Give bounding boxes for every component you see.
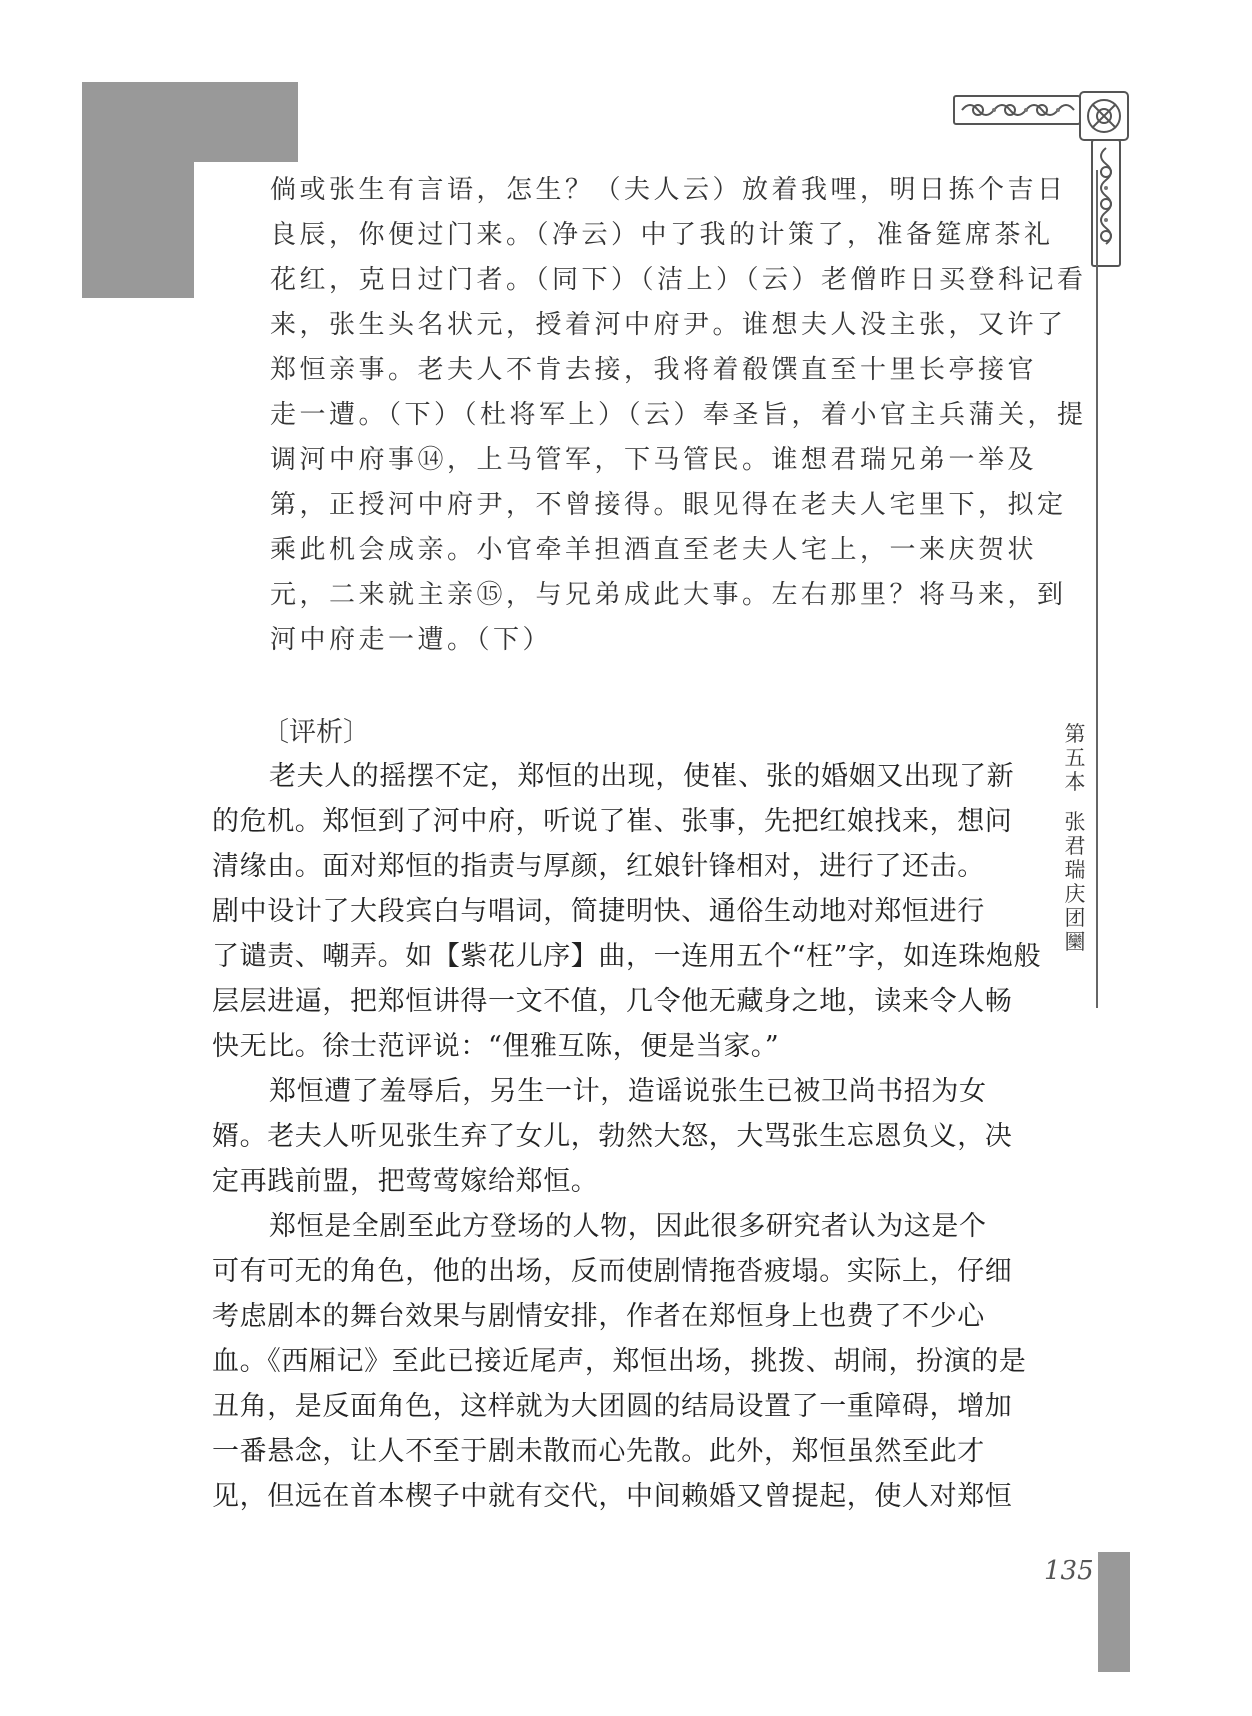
side-title-char: 圞 (1064, 930, 1086, 954)
verse-line: 乘此机会成亲。小官牵羊担酒直至老夫人宅上，一来庆贺状 (270, 535, 1038, 565)
verse-line: 调河中府事⑭，上马管军，下马管民。谁想君瑞兄弟一举及 (270, 445, 1038, 475)
vertical-rule-upper (1096, 170, 1098, 268)
verse-line: 倘或张生有言语，怎生？（夫人云）放着我哩，明日拣个吉日 (270, 175, 1067, 205)
verse-line: 花红，克日过门者。（同下）（洁上）（云）老僧昨日买登科记看 (270, 265, 1087, 295)
commentary-line: 郑恒是全剧至此方登场的人物，因此很多研究者认为这是个 (269, 1211, 987, 1242)
commentary-line: 层层进逼，把郑恒讲得一文不值，几令他无藏身之地，读来令人畅 (212, 986, 1013, 1017)
decorative-gray-block-top (82, 82, 298, 162)
side-title-char: 五 (1064, 746, 1086, 770)
decorative-gray-block-left (82, 162, 194, 298)
vertical-rule (1096, 268, 1098, 1008)
verse-line: 元，二来就主亲⑮，与兄弟成此大事。左右那里？将马来，到 (270, 580, 1067, 610)
commentary-line: 血。《西厢记》至此已接近尾声，郑恒出场，挑拨、胡闹，扮演的是 (212, 1346, 1027, 1377)
side-title-char: 本 (1064, 770, 1086, 794)
side-title-char: 瑞 (1064, 858, 1086, 882)
commentary-block (212, 754, 1042, 1519)
verse-line: 河中府走一遭。（下） (270, 625, 553, 655)
commentary-line: 的危机。郑恒到了河中府，听说了崔、张事，先把红娘找来，想问 (212, 806, 1013, 837)
verse-line: 走一遭。（下）（杜将军上）（云）奉圣旨，着小官主兵蒲关，提 (270, 400, 1087, 430)
side-title-char: 张 (1064, 810, 1086, 834)
commentary-line: 郑恒遭了羞辱后，另生一计，造谣说张生已被卫尚书招为女 (269, 1076, 987, 1107)
side-title-part (1065, 722, 1086, 794)
commentary-line: 剧中设计了大段宾白与唱词，简捷明快、通俗生动地对郑恒进行 (212, 896, 985, 927)
commentary-line: 定再践前盟，把莺莺嫁给郑恒。 (212, 1166, 599, 1197)
commentary-line: 可有可无的角色，他的出场，反而使剧情拖沓疲塌。实际上，仔细 (212, 1256, 1013, 1287)
page-number: 135 (1044, 1556, 1094, 1586)
side-title-char: 君 (1064, 834, 1086, 858)
commentary-line: 了谴责、嘲弄。如【紫花儿序】曲，一连用五个“枉”字，如连珠炮般 (212, 941, 1042, 972)
verse-line: 第，正授河中府尹，不曾接得。眼见得在老夫人宅里下，拟定 (270, 490, 1067, 520)
side-title-char: 团 (1064, 906, 1086, 930)
commentary-line: 见，但远在首本楔子中就有交代，中间赖婚又曾提起，使人对郑恒 (212, 1481, 1013, 1512)
side-title-char: 庆 (1064, 882, 1086, 906)
side-title-char: 第 (1064, 722, 1086, 746)
verse-block (270, 168, 1087, 663)
verse-line: 来，张生头名状元，授着河中府尹。谁想夫人没主张，又许了 (270, 310, 1067, 340)
side-title-chapter (1065, 810, 1086, 954)
commentary-line: 一番悬念，让人不至于剧未散而心先散。此外，郑恒虽然至此才 (212, 1436, 985, 1467)
verse-line: 郑恒亲事。老夫人不肯去接，我将着殽馔直至十里长亭接官 (270, 355, 1038, 385)
commentary-line: 清缘由。面对郑恒的指责与厚颜，红娘针锋相对，进行了还击。 (212, 851, 985, 882)
commentary-heading: 〔评析〕 (262, 717, 370, 748)
commentary-line: 老夫人的摇摆不定，郑恒的出现，使崔、张的婚姻又出现了新 (269, 761, 1015, 792)
side-chapter-title (1060, 722, 1090, 954)
decorative-gray-block-bottom (1098, 1552, 1130, 1672)
commentary-line: 考虑剧本的舞台效果与剧情安排，作者在郑恒身上也费了不少心 (212, 1301, 985, 1332)
verse-line: 良辰，你便过门来。（净云）中了我的计策了，准备筵席茶礼 (270, 220, 1054, 250)
commentary-line: 快无比。徐士范评说：“俚雅互陈，便是当家。” (212, 1031, 780, 1062)
commentary-line: 婿。老夫人听见张生弃了女儿，勃然大怒，大骂张生忘恩负义，决 (212, 1121, 1013, 1152)
commentary-line: 丑角，是反面角色，这样就为大团圆的结局设置了一重障碍，增加 (212, 1391, 1013, 1422)
